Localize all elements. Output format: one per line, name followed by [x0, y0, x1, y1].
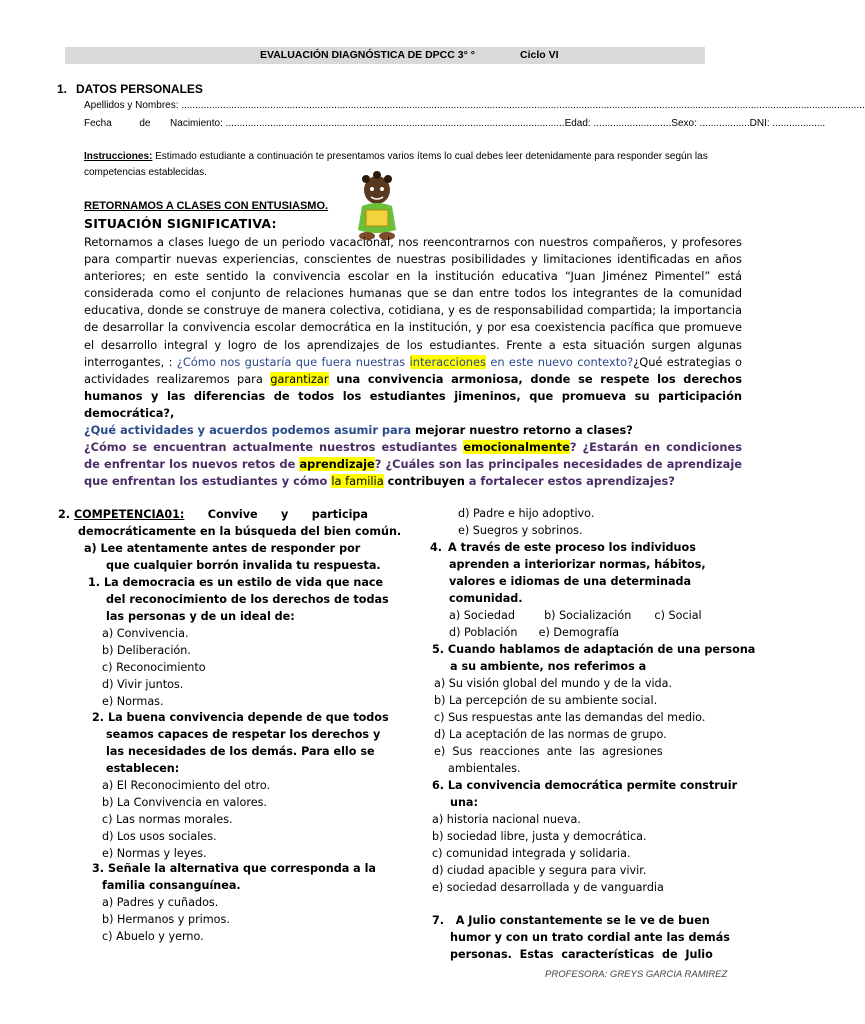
- q2-option[interactable]: a) El Reconocimiento del otro.: [102, 779, 271, 792]
- q1-option[interactable]: a) Convivencia.: [102, 627, 189, 640]
- teacher-footer: PROFESORA: GREYS GARCIA RAMIREZ: [545, 969, 728, 980]
- question-5: [432, 641, 756, 777]
- section-title: DATOS PERSONALES: [76, 82, 203, 96]
- question-1: [88, 574, 389, 710]
- q3-option[interactable]: a) Padres y cuñados.: [102, 896, 219, 909]
- instruction-a-line-1: a) Lee atentamente antes de responder por: [84, 542, 361, 555]
- student-reading-illustration: [352, 170, 402, 242]
- q4-option[interactable]: c) Social: [654, 609, 702, 622]
- q2-text-1: La buena convivencia depende de que todos: [107, 711, 389, 724]
- question-contribuyen: contribuyen: [383, 474, 469, 489]
- q4-text-4: comunidad.: [449, 592, 523, 605]
- q5-option[interactable]: e) Sus reacciones ante las agresiones: [434, 745, 663, 758]
- q1-text-3: las personas y de un ideal de:: [106, 610, 295, 623]
- header-bar: [65, 47, 705, 64]
- q2-text-2: seamos capaces de respetar los derechos y: [106, 728, 381, 741]
- question-7: [432, 912, 730, 963]
- q6-text-2: una:: [450, 796, 478, 809]
- highlight-aprendizaje: aprendizaje: [299, 457, 375, 472]
- instructions-text: Estimado estudiante a continuación te presentamos varios ítems lo cual debes leer detenidamente para responder según las competencias establecidas.: [84, 151, 708, 178]
- question-strategies: ¿Qué estrategias o actividades realizaremos para: [84, 354, 743, 386]
- q2-option[interactable]: b) La Convivencia en valores.: [102, 796, 267, 809]
- question-needs: ? ¿Cuáles son las principales necesidades de aprendizaje que enfrentan los estudiantes y cómo: [84, 457, 742, 489]
- fecha-label: Fecha: [84, 118, 112, 129]
- q4-option[interactable]: a) Sociedad: [449, 609, 515, 622]
- competency-word-1: Convive: [207, 508, 258, 521]
- question-strategies-rest: una convivencia armoniosa, donde se respete los derechos humanos y las diferencias de todos los estudiantes jimeninos, que promueva su participación democrática?,: [84, 371, 742, 420]
- q3-text-2: familia consanguínea.: [102, 879, 241, 892]
- q1-option[interactable]: c) Reconocimiento: [102, 661, 206, 674]
- highlight-emocionalmente: emocionalmente: [463, 440, 570, 455]
- question-2: [92, 709, 389, 862]
- q6-option[interactable]: c) comunidad integrada y solidaria.: [432, 847, 631, 860]
- q2-option[interactable]: c) Las normas morales.: [102, 813, 233, 826]
- exam-title: EVALUACIÓN DIAGNÓSTICA DE DPCC 3° °: [260, 49, 475, 61]
- q3-option[interactable]: e) Suegros y sobrinos.: [458, 524, 583, 537]
- question-activities: ¿Qué actividades y acuerdos podemos asumir para: [84, 423, 416, 438]
- q6-text-1: 6. La convivencia democrática permite construir: [432, 779, 738, 792]
- q6-option[interactable]: d) ciudad apacible y segura para vivir.: [432, 864, 647, 877]
- question-3-continued: [458, 505, 738, 539]
- q5-text-2: a su ambiente, nos referimos a: [450, 660, 647, 673]
- q7-text-1: A Julio constantemente se le ve de buen: [455, 914, 710, 927]
- q3-option[interactable]: d) Padre e hijo adoptivo.: [458, 507, 595, 520]
- cycle-label: Ciclo VI: [520, 49, 559, 61]
- q4-text-2: aprenden a interiorizar normas, hábitos,: [449, 558, 706, 571]
- q5-option[interactable]: d) La aceptación de las normas de grupo.: [434, 728, 667, 741]
- section-number: 1.: [57, 82, 68, 96]
- q3-text-1: Señale la alternativa que corresponda a la: [107, 862, 376, 875]
- q2-text-3: las necesidades de los demás. Para ello se: [106, 745, 375, 758]
- instruction-a-line-2: que cualquier borrón invalida tu respuesta.: [106, 559, 381, 572]
- q4-option[interactable]: b) Socialización: [544, 609, 632, 622]
- q5-option[interactable]: a) Su visión global del mundo y de la vida.: [434, 677, 673, 690]
- q6-option[interactable]: e) sociedad desarrollada y de vanguardia: [432, 881, 664, 894]
- question-emotional: ¿Cómo se encuentran actualmente nuestros estudiantes: [84, 440, 464, 455]
- q4-text-3: valores e idiomas de una determinada: [449, 575, 692, 588]
- q4-number: 4.: [430, 541, 443, 554]
- q7-number: 7.: [432, 914, 445, 927]
- q6-option[interactable]: b) sociedad libre, justa y democrática.: [432, 830, 647, 843]
- question-3: [92, 860, 382, 945]
- competency-number: 2.: [58, 508, 71, 521]
- competency-word-3: participa: [311, 508, 368, 521]
- q2-option[interactable]: e) Normas y leyes.: [102, 847, 207, 860]
- situation-body: [84, 234, 742, 490]
- question-activities-rest: mejorar nuestro retorno a clases?: [415, 423, 633, 438]
- q2-text-4: establecen:: [106, 762, 180, 775]
- highlight-la-familia: la familia: [331, 474, 384, 489]
- q1-option[interactable]: b) Deliberación.: [102, 644, 191, 657]
- instructions-label: Instrucciones:: [84, 151, 153, 162]
- q7-text-3: personas. Estas características de Julio: [450, 948, 713, 961]
- competency-word-2: y: [281, 508, 289, 521]
- q1-option[interactable]: e) Normas.: [102, 695, 164, 708]
- birth-age-sex-dni-fields[interactable]: Nacimiento: ..........................................................................................................................Edad: ............................Sexo: ..................DNI: ...................: [170, 118, 826, 129]
- competency-line-2: democráticamente en la búsqueda del bien común.: [78, 525, 402, 538]
- q5-option[interactable]: c) Sus respuestas ante las demandas del medio.: [434, 711, 706, 724]
- highlight-interacciones: interacciones: [409, 354, 486, 369]
- q5-option[interactable]: b) La percepción de su ambiente social.: [434, 694, 658, 707]
- highlight-garantizar: garantizar: [270, 371, 329, 386]
- question-interactions: ¿Cómo nos gustaría que fuera nuestras: [176, 354, 410, 369]
- names-field[interactable]: Apellidos y Nombres: ......................................................................................................................................................................................................................................................: [84, 100, 865, 111]
- instructions: [84, 149, 744, 181]
- left-column: [58, 506, 402, 574]
- situation-title: SITUACIÓN SIGNIFICATIVA:: [84, 216, 277, 231]
- q1-number: 1.: [88, 576, 101, 589]
- q1-text-1: La democracia es un estilo de vida que nace: [103, 576, 384, 589]
- q4-text-1: A través de este proceso los individuos: [448, 541, 696, 554]
- q7-text-2: humor y con un trato cordial ante las demás: [450, 931, 730, 944]
- question-challenges: ? ¿Estarán en condiciones de enfrentar los nuevos retos de: [84, 440, 742, 472]
- de-label: de: [139, 118, 151, 129]
- q2-number: 2.: [92, 711, 105, 724]
- q4-option[interactable]: d) Población: [449, 626, 518, 639]
- q6-option[interactable]: a) historia nacional nueva.: [432, 813, 581, 826]
- birthdate-row: [84, 116, 825, 132]
- retornamos-heading: RETORNAMOS A CLASES CON ENTUSIASMO.: [84, 200, 329, 212]
- q5-option-continued: ambientales.: [448, 762, 521, 775]
- q3-number: 3.: [92, 862, 105, 875]
- situation-text: Retornamos a clases luego de un periodo vacacional, nos reencontrarnos con nuestros compañeros, y profesores para compartir nuevas experiencias, conscientes de nuestras posibilidades y limitaciones identificadas en años anteriores; en este sentido la convivencia escolar en la institución educativa “Juan Jiménez Pimentel” está considerada como el conjunto de relaciones humanas que se dan entre todos los integrantes de la comunidad educativa, donde se construye de manera colectiva, cotidiana, y es de responsabilidad compartida; la importancia de desarrollar la convivencia escolar democrática en la institución, y por esa coexistencia pacífica que promueve el desarrollo integral y logro de los aprendizajes de los estudiantes. Frente a esta situación surgen algunas interrogantes, :: [84, 235, 742, 369]
- q1-text-2: del reconocimiento de los derechos de todas: [106, 593, 389, 606]
- question-6: [432, 777, 738, 896]
- q2-option[interactable]: d) Los usos sociales.: [102, 830, 217, 843]
- q3-option[interactable]: b) Hermanos y primos.: [102, 913, 230, 926]
- competency-label: COMPETENCIA01:: [73, 508, 185, 521]
- q1-option[interactable]: d) Vivir juntos.: [102, 678, 184, 691]
- q4-option[interactable]: e) Demografía: [538, 626, 620, 639]
- q5-text-1: 5. Cuando hablamos de adaptación de una persona: [432, 643, 756, 656]
- question-fortalecer: a fortalecer estos aprendizajes?: [468, 474, 675, 489]
- q3-option[interactable]: c) Abuelo y yerno.: [102, 930, 204, 943]
- question-context: en este nuevo contexto?: [485, 354, 634, 369]
- question-4: [430, 539, 724, 641]
